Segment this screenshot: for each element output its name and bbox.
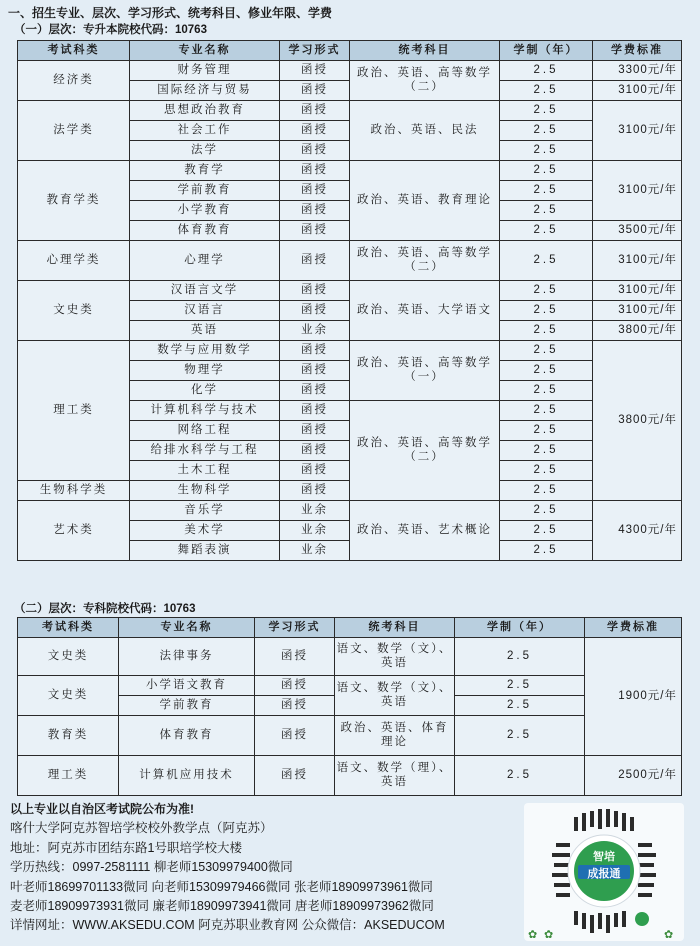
- cell-major: 网络工程: [130, 421, 280, 441]
- cell-category: 法学类: [18, 101, 130, 161]
- cell-major: 学前教育: [119, 696, 255, 716]
- cell-duration: 2.5: [500, 281, 593, 301]
- cell-major: 财务管理: [130, 61, 280, 81]
- cell-exam-subjects: 政治、英语、教育理论: [350, 161, 500, 241]
- qr-logo-line2: 成报通: [587, 868, 621, 880]
- table-header-row: [18, 618, 682, 638]
- cell-duration: 2.5: [500, 341, 593, 361]
- cell-major: 英语: [130, 321, 280, 341]
- cell-exam-subjects: 政治、英语、高等数学（二）: [350, 61, 500, 101]
- table-row: [18, 638, 682, 676]
- cell-major: 汉语言: [130, 301, 280, 321]
- qr-code[interactable]: [524, 803, 684, 941]
- cell-major: 美术学: [130, 521, 280, 541]
- cell-category: 文史类: [18, 676, 119, 716]
- cell-major: 化学: [130, 381, 280, 401]
- cell-tuition: 3800元/年: [593, 321, 682, 341]
- cell-duration: 2.5: [500, 521, 593, 541]
- table-row: [18, 341, 682, 361]
- cell-duration: 2.5: [500, 181, 593, 201]
- cell-study-form: 函授: [280, 361, 350, 381]
- cell-exam-subjects: 政治、英语、体育理论: [335, 716, 455, 756]
- cell-major: 汉语言文学: [130, 281, 280, 301]
- cell-duration: 2.5: [500, 241, 593, 281]
- cell-study-form: 函授: [280, 441, 350, 461]
- cell-tuition: 1900元/年: [585, 638, 682, 756]
- cell-study-form: 函授: [280, 181, 350, 201]
- table-1: [17, 40, 682, 561]
- palm-icon: ✿: [664, 929, 674, 941]
- cell-category: 文史类: [18, 638, 119, 676]
- cell-duration: 2.5: [500, 201, 593, 221]
- cell-tuition: 3100元/年: [593, 101, 682, 161]
- cell-exam-subjects: 政治、英语、大学语文: [350, 281, 500, 341]
- cell-study-form: 函授: [280, 61, 350, 81]
- cell-exam-subjects: 政治、英语、高等数学（二）: [350, 241, 500, 281]
- cell-study-form: 函授: [280, 101, 350, 121]
- cell-duration: 2.5: [455, 696, 585, 716]
- cell-study-form: 函授: [280, 301, 350, 321]
- footer-hotline: 学历热线：0997-2581111 柳老师15309979400微同: [10, 860, 293, 875]
- cell-major: 计算机应用技术: [119, 756, 255, 796]
- cell-exam-subjects: 政治、英语、高等数学（一）: [350, 341, 500, 401]
- table-row: [18, 101, 682, 121]
- cell-study-form: 业余: [280, 321, 350, 341]
- cell-tuition: 2500元/年: [585, 756, 682, 796]
- cell-study-form: 函授: [280, 221, 350, 241]
- footer-website[interactable]: 详情网址：WWW.AKSEDU.COM 阿克苏职业教育网 公众微信：AKSEDUCOM: [10, 918, 445, 933]
- cell-tuition: 3500元/年: [593, 221, 682, 241]
- cell-category: 理工类: [18, 341, 130, 481]
- cell-major: 法律事务: [119, 638, 255, 676]
- header-exam-subjects: 统考科目: [335, 618, 455, 638]
- table-row: [18, 61, 682, 81]
- cell-major: 音乐学: [130, 501, 280, 521]
- table-2: [17, 617, 682, 796]
- cell-study-form: 函授: [255, 716, 335, 756]
- cell-study-form: 函授: [255, 676, 335, 696]
- palm-icon: ✿: [528, 929, 538, 941]
- cell-tuition: 4300元/年: [593, 501, 682, 561]
- cell-category: 艺术类: [18, 501, 130, 561]
- cell-major: 教育学: [130, 161, 280, 181]
- cell-duration: 2.5: [500, 541, 593, 561]
- footer-teachers-1: 叶老师18699701133微同 向老师15309979466微同 张老师18909973961微同: [10, 879, 433, 894]
- cell-study-form: 业余: [280, 501, 350, 521]
- cell-study-form: 函授: [280, 401, 350, 421]
- table-row: [18, 756, 682, 796]
- cell-study-form: 函授: [280, 141, 350, 161]
- header-study-form: 学习形式: [255, 618, 335, 638]
- cell-tuition: 3800元/年: [593, 341, 682, 501]
- cell-duration: 2.5: [500, 461, 593, 481]
- cell-study-form: 函授: [280, 81, 350, 101]
- cell-major: 数学与应用数学: [130, 341, 280, 361]
- footer-school: 喀什大学阿克苏智培学校校外教学点（阿克苏）: [10, 821, 273, 836]
- cell-study-form: 业余: [280, 521, 350, 541]
- cell-duration: 2.5: [455, 638, 585, 676]
- table-row: [18, 281, 682, 301]
- cell-duration: 2.5: [500, 421, 593, 441]
- cell-exam-subjects: 语文、数学（文）、英语: [335, 676, 455, 716]
- cell-category: 心理学类: [18, 241, 130, 281]
- table2-subtitle: （二）层次：专科院校代码：10763: [14, 603, 196, 615]
- cell-study-form: 函授: [255, 696, 335, 716]
- cell-major: 给排水科学与工程: [130, 441, 280, 461]
- cell-tuition: 3100元/年: [593, 81, 682, 101]
- cell-category: 文史类: [18, 281, 130, 341]
- cell-duration: 2.5: [500, 121, 593, 141]
- cell-study-form: 函授: [280, 281, 350, 301]
- cell-major: 生物科学: [130, 481, 280, 501]
- cell-major: 学前教育: [130, 181, 280, 201]
- cell-exam-subjects: 政治、英语、高等数学（二）: [350, 401, 500, 501]
- header-duration: 学制（年）: [455, 618, 585, 638]
- table-row: [18, 676, 682, 696]
- cell-category: 教育类: [18, 716, 119, 756]
- header-tuition: 学费标准: [585, 618, 682, 638]
- cell-study-form: 函授: [280, 421, 350, 441]
- cell-duration: 2.5: [500, 61, 593, 81]
- cell-duration: 2.5: [500, 501, 593, 521]
- cell-study-form: 函授: [280, 161, 350, 181]
- footer-note: 以上专业以自治区考试院公布为准!: [10, 802, 194, 816]
- header-tuition: 学费标准: [593, 41, 682, 61]
- cell-duration: 2.5: [500, 361, 593, 381]
- cell-exam-subjects: 政治、英语、艺术概论: [350, 501, 500, 561]
- cell-duration: 2.5: [500, 141, 593, 161]
- cell-exam-subjects: 语文、数学（理）、英语: [335, 756, 455, 796]
- header-exam-subjects: 统考科目: [350, 41, 500, 61]
- table-row: [18, 716, 682, 756]
- cell-tuition: 3300元/年: [593, 61, 682, 81]
- cell-major: 土木工程: [130, 461, 280, 481]
- cell-tuition: 3100元/年: [593, 301, 682, 321]
- cell-major: 国际经济与贸易: [130, 81, 280, 101]
- section-title: 一、招生专业、层次、学习形式、统考科目、修业年限、学费: [8, 6, 333, 20]
- cell-tuition: 3100元/年: [593, 161, 682, 221]
- cell-study-form: 函授: [280, 481, 350, 501]
- table-header-row: [18, 41, 682, 61]
- footer-address: 地址：阿克苏市团结东路1号职培学校大楼: [10, 840, 242, 855]
- cell-major: 小学语文教育: [119, 676, 255, 696]
- cell-duration: 2.5: [500, 301, 593, 321]
- header-major: 专业名称: [130, 41, 280, 61]
- cell-duration: 2.5: [500, 441, 593, 461]
- table-row: [18, 241, 682, 281]
- cell-category: 教育学类: [18, 161, 130, 241]
- table1-subtitle: （一）层次：专升本院校代码：10763: [14, 24, 207, 36]
- header-major: 专业名称: [119, 618, 255, 638]
- cell-duration: 2.5: [500, 161, 593, 181]
- cell-duration: 2.5: [500, 401, 593, 421]
- cell-study-form: 业余: [280, 541, 350, 561]
- palm-icon: ✿: [544, 929, 554, 941]
- cell-study-form: 函授: [280, 341, 350, 361]
- cell-duration: 2.5: [455, 756, 585, 796]
- cell-study-form: 函授: [280, 461, 350, 481]
- cell-duration: 2.5: [500, 321, 593, 341]
- cell-major: 物理学: [130, 361, 280, 381]
- cell-major: 体育教育: [130, 221, 280, 241]
- cell-major: 法学: [130, 141, 280, 161]
- contact-info: [10, 800, 445, 936]
- cell-major: 小学教育: [130, 201, 280, 221]
- cell-major: 舞蹈表演: [130, 541, 280, 561]
- table-row: [18, 161, 682, 181]
- cell-major: 思想政治教育: [130, 101, 280, 121]
- cell-major: 计算机科学与技术: [130, 401, 280, 421]
- cell-duration: 2.5: [500, 101, 593, 121]
- cell-duration: 2.5: [455, 676, 585, 696]
- cell-duration: 2.5: [500, 381, 593, 401]
- cell-study-form: 函授: [280, 381, 350, 401]
- cell-study-form: 函授: [280, 241, 350, 281]
- cell-study-form: 函授: [255, 756, 335, 796]
- cell-major: 心理学: [130, 241, 280, 281]
- cell-major: 社会工作: [130, 121, 280, 141]
- qr-logo-line1: 智培: [593, 851, 615, 863]
- cell-category: 生物科学类: [18, 481, 130, 501]
- cell-major: 体育教育: [119, 716, 255, 756]
- cell-category: 经济类: [18, 61, 130, 101]
- cell-study-form: 函授: [280, 201, 350, 221]
- cell-duration: 2.5: [500, 81, 593, 101]
- cell-duration: 2.5: [500, 221, 593, 241]
- header-category: 考试科类: [18, 618, 119, 638]
- header-category: 考试科类: [18, 41, 130, 61]
- header-duration: 学制（年）: [500, 41, 593, 61]
- header-study-form: 学习形式: [280, 41, 350, 61]
- table-row: [18, 501, 682, 521]
- cell-study-form: 函授: [280, 121, 350, 141]
- cell-tuition: 3100元/年: [593, 241, 682, 281]
- cell-category: 理工类: [18, 756, 119, 796]
- cell-duration: 2.5: [455, 716, 585, 756]
- footer-teachers-2: 麦老师18909973931微同 廉老师18909973941微同 唐老师18909973962微同: [10, 899, 434, 914]
- cell-duration: 2.5: [500, 481, 593, 501]
- cell-exam-subjects: 语文、数学（文）、英语: [335, 638, 455, 676]
- cell-tuition: 3100元/年: [593, 281, 682, 301]
- cell-study-form: 函授: [255, 638, 335, 676]
- cell-exam-subjects: 政治、英语、民法: [350, 101, 500, 161]
